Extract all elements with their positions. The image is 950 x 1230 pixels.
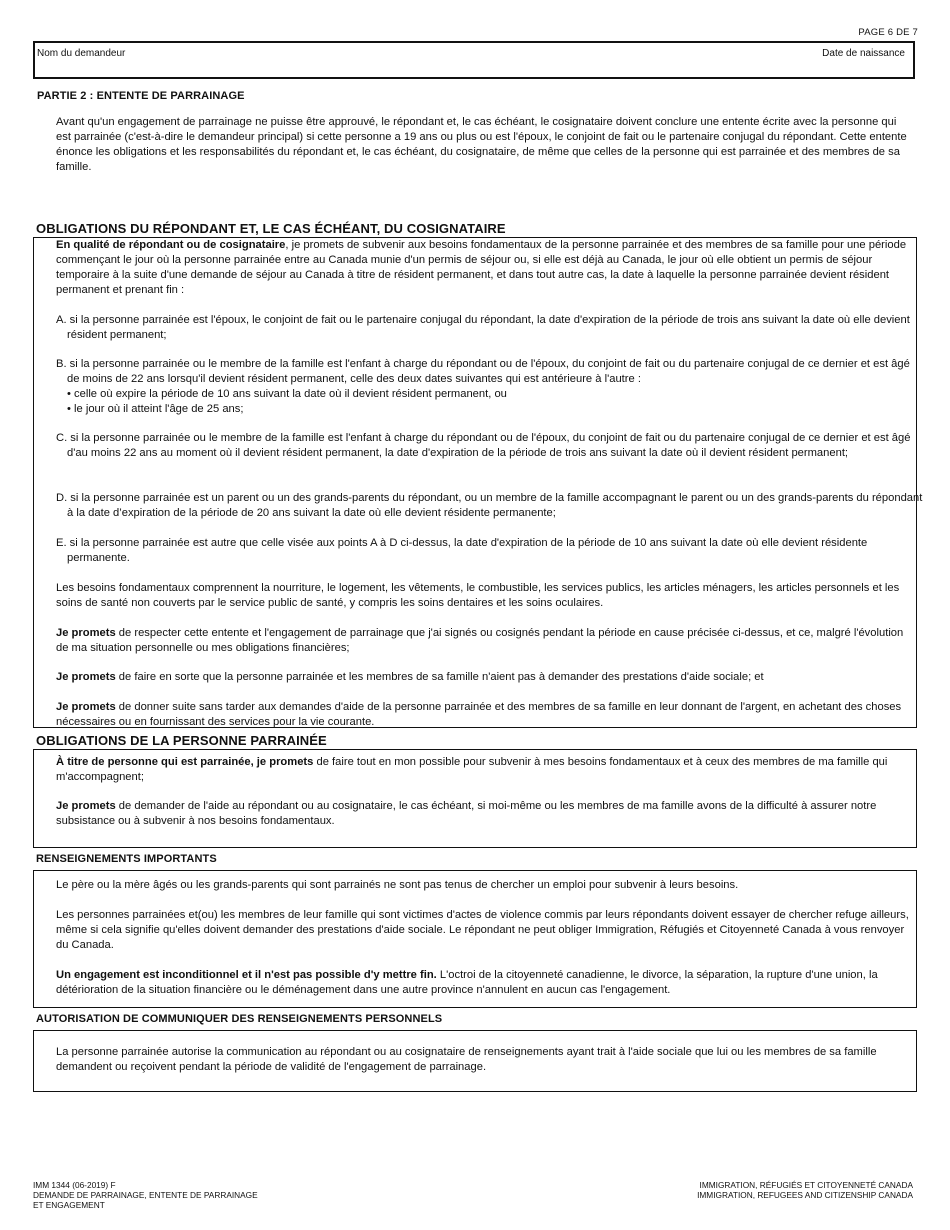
authorization-title: AUTORISATION DE COMMUNIQUER DES RENSEIGNEMENTS PERSONNELS — [36, 1013, 443, 1025]
department-name-en: IMMIGRATION, REFUGEES AND CITIZENSHIP CANADA — [697, 1190, 913, 1200]
applicant-name-label: Nom du demandeur — [37, 48, 126, 59]
authorization-text: La personne parrainée autorise la communication au répondant ou au cosignataire de renseignements ayant trait à l'aide sociale que lui ou les membres de sa famille demandent ou reçoivent pendant la période de validité de l'engagement de parrainage. — [56, 1046, 877, 1073]
obligation-item-a: A. si la personne parrainée est l'époux, le conjoint de fait ou le partenaire conjugal du répondant, la date d'expiration de la période de trois ans suivant la date où elle devient résident permanent; — [56, 314, 910, 341]
important-info-p2: Les personnes parrainées et(ou) les membres de leur famille qui sont victimes d'actes de violence commis par leurs répondants doivent essayer de chercher refuge ailleurs, même si cela signifie qu'elles doivent demander des prestations d'aide sociale. Le répondant ne peut obliger Immigration, Réfugiés et Citoyenneté Canada à vous renvoyer du Canada. — [56, 909, 909, 951]
promise-1-text: de respecter cette entente et l'engagement de parrainage que j'ai signés ou cosignés pendant la période en cause précisée ci-dessus, et ce, malgré l'évolution de ma situation personnelle ou mes obligations financières; — [56, 627, 904, 654]
sponsored-promise-1 — [56, 755, 912, 785]
form-code: IMM 1344 (06-2019) F — [33, 1180, 116, 1190]
important-info-p3-text: L'octroi de la citoyenneté canadienne, le divorce, la séparation, la rupture d'une union, la détérioration de la situation financière ou le déménagement dans une autre province n'annulent en aucun cas l'engagement. — [56, 969, 878, 996]
obligation-item-b-bullet-2: • le jour où il atteint l'âge de 25 ans; — [67, 403, 244, 415]
part2-intro: Avant qu'un engagement de parrainage ne puisse être approuvé, le répondant et, le cas échéant, le cosignataire doivent conclure une entente écrite avec la personne qui est parrainée (c'est-à-dire le demandeur principal) si cette personne a 19 ans ou plus ou est l'époux, le conjoint de fait ou le partenaire conjugal du répondant. Cette entente énonce les obligations et les responsabilités du répondant et, le cas échéant, du cosignataire, de même que celles de la personne qui est parrainée et des membres de sa famille. — [56, 116, 907, 173]
page-number: PAGE 6 DE 7 — [858, 27, 918, 38]
promise-3-text: de donner suite sans tarder aux demandes d'aide de la personne parrainée et des membres de sa famille en leur donnant de l'argent, en achetant des choses nécessaires ou en fournissant des services pour la vie courante. — [56, 701, 902, 728]
obligation-item-d: D. si la personne parrainée est un parent ou un des grands-parents du répondant, ou un membre de la famille accompagnant le parent ou un des grands-parents du répondant à la date d’expiration de la période de 20 ans suivant la date où elle devient résidente permanente; — [56, 492, 923, 519]
promise-2-text: de faire en sorte que la personne parrainée et les membres de sa famille n'aient pas à demander des prestations d'aide sociale; et — [115, 671, 764, 683]
important-info-title: RENSEIGNEMENTS IMPORTANTS — [36, 853, 217, 865]
promise-3 — [56, 700, 912, 730]
promise-1-bold: Je promets — [56, 627, 116, 639]
sponsored-promise-2-bold: Je promets — [56, 800, 116, 812]
obligation-item-c: C. si la personne parrainée ou le membre de la famille est l'enfant à charge du répondant ou de l'époux, du conjoint de fait ou du partenaire conjugal de ce dernier et est âgé d'au moins 22 ans au moment où il devient résident permanent, la date d'expiration de la période de trois ans suivant la date où il devient résident permanent; — [56, 432, 911, 459]
sponsor-intro — [56, 238, 912, 298]
obligation-item-b — [56, 357, 912, 417]
promise-3-bold: Je promets — [56, 701, 116, 713]
sponsored-obligations-title: OBLIGATIONS DE LA PERSONNE PARRAINÉE — [36, 733, 327, 748]
form-title-line-2: ET ENGAGEMENT — [33, 1200, 105, 1210]
sponsored-promise-1-text: de faire tout en mon possible pour subvenir à mes besoins fondamentaux et à ceux des membres de ma famille qui m'accompagnent; — [56, 756, 888, 783]
sponsor-intro-bold: En qualité de répondant ou de cosignataire — [56, 239, 286, 251]
sponsor-obligations-title: OBLIGATIONS DU RÉPONDANT ET, LE CAS ÉCHÉANT, DU COSIGNATAIRE — [36, 221, 506, 236]
birth-date-label: Date de naissance — [822, 48, 905, 59]
department-name-fr: IMMIGRATION, RÉFUGIÉS ET CITOYENNETÉ CANADA — [699, 1180, 913, 1190]
promise-2 — [56, 670, 912, 685]
obligation-item-b-bullet-1: • celle où expire la période de 10 ans suivant la date où il devient résident permanent, ou — [67, 388, 507, 400]
footer-right — [697, 1180, 913, 1200]
footer-left — [33, 1180, 258, 1210]
obligation-item-b-text: B. si la personne parrainée ou le membre de la famille est l'enfant à charge du répondant ou de l'époux, du conjoint de fait ou du partenaire conjugal de ce dernier et est âgé de moins de 22 ans lorsqu'il devient résident permanent, celle des deux dates suivantes qui est antérieure à l'autre : — [56, 358, 910, 385]
sponsored-promise-1-bold: À titre de personne qui est parrainée, je promets — [56, 756, 314, 768]
sponsored-promise-2-text: de demander de l'aide au répondant ou au cosignataire, le cas échéant, si moi-même ou les membres de ma famille avons de la difficulté à assurer notre subsistance ou à subvenir à nos besoins fondamentaux. — [56, 800, 877, 827]
sponsor-intro-text: , je promets de subvenir aux besoins fondamentaux de la personne parrainée et des membres de sa famille pour une période commençant le jour où la personne parrainée entre au Canada munie d'un permis de séjour ou, si elle est déjà au Canada, le jour où elle obtient un permis de séjour temporaire à la suite d'une demande de séjour au Canada à titre de résident permanent, et dans tout autre cas, la date à laquelle la personne parrainée devient résident permanent et prenant fin : — [56, 239, 907, 296]
sponsored-promise-2 — [56, 799, 912, 829]
promise-1 — [56, 626, 912, 656]
form-title-line-1: DEMANDE DE PARRAINAGE, ENTENTE DE PARRAINAGE — [33, 1190, 258, 1200]
important-info-p3-bold: Un engagement est inconditionnel et il n'est pas possible d'y mettre fin. — [56, 969, 437, 981]
obligation-item-e: E. si la personne parrainée est autre que celle visée aux points A à D ci-dessus, la date d'expiration de la période de 10 ans suivant la date où elle devient résidente permanente. — [56, 537, 868, 564]
part2-title: PARTIE 2 : ENTENTE DE PARRAINAGE — [37, 90, 245, 102]
basic-needs-text: Les besoins fondamentaux comprennent la nourriture, le logement, les vêtements, le combustible, les services publics, les articles ménagers, les articles personnels et les soins de santé non couverts par le service public de santé, y compris les soins dentaires et les soins oculaires. — [56, 582, 900, 609]
applicant-header-box — [33, 41, 915, 79]
important-info-p3 — [56, 968, 912, 998]
promise-2-bold: Je promets — [56, 671, 116, 683]
important-info-p1: Le père ou la mère âgés ou les grands-parents qui sont parrainés ne sont pas tenus de chercher un emploi pour subvenir à leurs besoins. — [56, 879, 739, 891]
